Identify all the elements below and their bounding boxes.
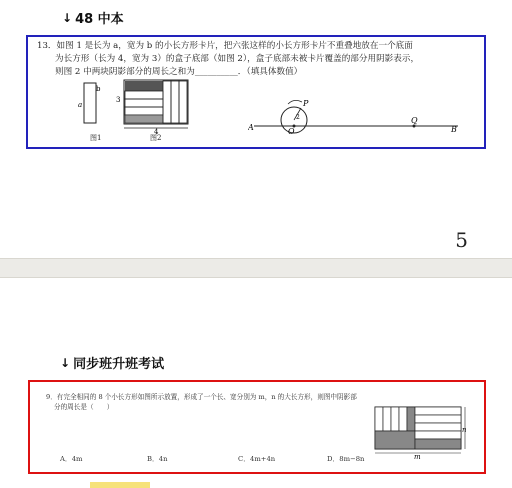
highlight-strip <box>90 482 150 488</box>
section-heading-bottom <box>60 353 164 372</box>
figure-3-number-line <box>248 92 464 142</box>
q9-fig-label-m: m <box>414 453 421 460</box>
q9-fig-label-n: n <box>462 426 467 434</box>
heading-text: 同步班升班考试 <box>73 357 165 372</box>
figure-2 <box>116 78 196 136</box>
fig3-label-O: O <box>288 127 295 136</box>
question-9-figure <box>374 406 470 460</box>
q9-line-1: 9．有完全相同的 8 个小长方形如图所示放置，形成了一个长、宽分别为 m，n 的大长方形，则图中阴影部 <box>46 393 357 401</box>
fig3-label-2: 2 <box>296 114 300 121</box>
q9-line-2: 分的周长是（ ） <box>54 403 114 411</box>
down-arrow-icon: ↓ <box>60 355 71 370</box>
fig2-label-3: 3 <box>116 96 121 104</box>
fig2-label-4: 4 <box>154 128 159 136</box>
down-arrow-icon: ↓ <box>62 10 73 25</box>
fig1-label-b: b <box>96 85 101 93</box>
fig1-caption: 图1 <box>90 134 102 142</box>
q13-line-3: 则图 2 中两块阴影部分的周长之和为__________．（填具体数值） <box>55 67 303 77</box>
fig3-label-Q: Q <box>411 116 418 125</box>
fig2-caption: 图2 <box>150 134 162 142</box>
option-a: A．4m <box>60 455 83 463</box>
fig3-label-A: A <box>248 123 254 132</box>
heading-text: 48 中本 <box>75 12 124 27</box>
q13-line-1: 13．如图 1 是长为 a，宽为 b 的小长方形卡片，把六张这样的小长方形卡片不重叠地放在一个底面 <box>37 41 413 51</box>
section-heading-top <box>62 8 124 27</box>
fig3-label-B: B <box>451 125 457 134</box>
page-number: 5 <box>455 228 468 252</box>
figure-1 <box>78 80 106 134</box>
q13-line-2: 为长方形（长为 4，宽为 3）的盒子底部（如图 2），盒子底部未被卡片覆盖的部分用阴影表示， <box>55 54 420 64</box>
option-c: C．4m+4n <box>238 455 276 463</box>
fig1-label-a: a <box>78 101 83 109</box>
option-b: B．4n <box>147 455 168 463</box>
fig3-label-P: P <box>303 99 309 108</box>
page-separator <box>0 258 512 278</box>
option-d: D．8m−8n <box>327 455 365 463</box>
